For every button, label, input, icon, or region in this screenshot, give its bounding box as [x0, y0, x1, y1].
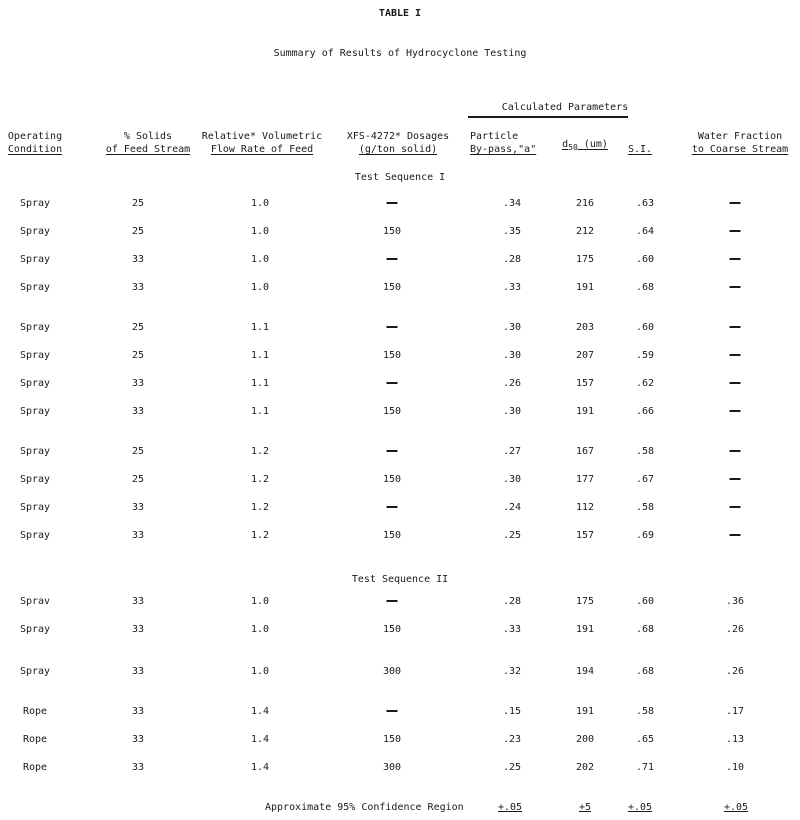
table-cell-si: .65 [635, 734, 655, 745]
table-cell-condition: Spray [19, 322, 51, 333]
dash-mark [387, 600, 398, 602]
dash-mark [387, 506, 398, 508]
table-cell-flow: 1.4 [250, 734, 270, 745]
table-cell-d50: 203 [575, 322, 595, 333]
dash-mark [730, 382, 741, 384]
table-cell-si: .58 [635, 706, 655, 717]
table-cell-si: .71 [635, 762, 655, 773]
dash-mark [730, 478, 741, 480]
table-cell-bypass: .28 [502, 596, 522, 607]
table-cell-si: .68 [635, 624, 655, 635]
table-cell-solids: 25 [131, 322, 145, 333]
table-cell-dosage: 150 [382, 282, 402, 293]
dash-mark [730, 506, 741, 508]
table-cell-d50: 200 [575, 734, 595, 745]
table-cell-condition: Spray [19, 226, 51, 237]
confidence-si: +.05 [627, 802, 653, 813]
table-cell-si: .60 [635, 322, 655, 333]
table-cell-flow: 1.0 [250, 226, 270, 237]
table-cell-condition: Sprav [19, 596, 51, 607]
dash-mark [730, 202, 741, 204]
table-cell-solids: 33 [131, 666, 145, 677]
confidence-water: +.05 [723, 802, 749, 813]
table-cell-d50: 177 [575, 474, 595, 485]
table-cell-flow: 1.0 [250, 624, 270, 635]
table-cell-flow: 1.0 [250, 666, 270, 677]
confidence-d50: +5 [578, 802, 592, 813]
table-cell-condition: Rope [22, 762, 48, 773]
table-cell-solids: 25 [131, 350, 145, 361]
table-cell-solids: 25 [131, 446, 145, 457]
table-cell-bypass: .25 [502, 530, 522, 541]
table-cell-water [730, 226, 741, 237]
table-cell-bypass: .33 [502, 282, 522, 293]
table-cell-water [730, 406, 741, 417]
table-cell-water: .36 [725, 596, 745, 607]
table-cell-water: .13 [725, 734, 745, 745]
table-cell-flow: 1.0 [250, 198, 270, 209]
table-cell-condition: Spray [19, 624, 51, 635]
table-cell-bypass: .25 [502, 762, 522, 773]
table-cell-solids: 25 [131, 474, 145, 485]
table-cell-si: .67 [635, 474, 655, 485]
table-cell-dosage [387, 596, 398, 607]
header-water-fraction: Water Fraction to Coarse Stream [691, 131, 789, 155]
table-cell-solids: 33 [131, 282, 145, 293]
table-cell-dosage [387, 322, 398, 333]
table-cell-water [730, 502, 741, 513]
table-cell-water [730, 530, 741, 541]
table-cell-solids: 25 [131, 198, 145, 209]
sequence-label: Test Sequence II [351, 574, 449, 585]
table-cell-flow: 1.4 [250, 762, 270, 773]
header-si: S.I. [627, 144, 653, 155]
table-cell-dosage [387, 502, 398, 513]
table-cell-condition: Rope [22, 706, 48, 717]
table-cell-water [730, 322, 741, 333]
table-cell-condition: Spray [19, 350, 51, 361]
table-cell-bypass: .30 [502, 474, 522, 485]
table-cell-dosage: 150 [382, 734, 402, 745]
table-cell-si: .64 [635, 226, 655, 237]
table-title: TABLE I [378, 8, 422, 19]
table-cell-water: .17 [725, 706, 745, 717]
table-cell-flow: 1.2 [250, 502, 270, 513]
table-cell-condition: Spray [19, 378, 51, 389]
table-cell-condition: Spray [19, 530, 51, 541]
table-cell-water [730, 378, 741, 389]
dash-mark [730, 450, 741, 452]
table-cell-condition: Spray [19, 254, 51, 265]
table-cell-solids: 33 [131, 502, 145, 513]
table-cell-si: .68 [635, 282, 655, 293]
table-cell-water: .10 [725, 762, 745, 773]
table-cell-d50: 112 [575, 502, 595, 513]
table-cell-d50: 175 [575, 596, 595, 607]
header-operating-condition: Operating Condition [7, 131, 63, 155]
table-cell-water: .26 [725, 666, 745, 677]
table-cell-water: .26 [725, 624, 745, 635]
table-cell-bypass: .33 [502, 624, 522, 635]
table-cell-flow: 1.4 [250, 706, 270, 717]
dash-mark [387, 382, 398, 384]
confidence-region-label: Approximate 95% Confidence Region [265, 802, 464, 813]
table-cell-d50: 191 [575, 406, 595, 417]
table-cell-flow: 1.2 [250, 474, 270, 485]
table-cell-bypass: .30 [502, 350, 522, 361]
table-cell-d50: 216 [575, 198, 595, 209]
confidence-bypass: +.05 [497, 802, 523, 813]
table-cell-solids: 33 [131, 734, 145, 745]
calculated-parameters-rule [468, 116, 628, 118]
table-cell-d50: 191 [575, 624, 595, 635]
table-cell-dosage: 150 [382, 474, 402, 485]
dash-mark [730, 326, 741, 328]
table-cell-condition: Spray [19, 502, 51, 513]
table-cell-water [730, 282, 741, 293]
calculated-parameters-header: Calculated Parameters [501, 102, 629, 113]
table-cell-water [730, 198, 741, 209]
table-cell-water [730, 446, 741, 457]
table-cell-condition: Spray [19, 406, 51, 417]
table-cell-bypass: .30 [502, 406, 522, 417]
dash-mark [387, 326, 398, 328]
table-cell-dosage: 300 [382, 666, 402, 677]
table-cell-solids: 33 [131, 596, 145, 607]
table-cell-dosage [387, 378, 398, 389]
table-cell-condition: Spray [19, 198, 51, 209]
dash-mark [387, 450, 398, 452]
dash-mark [730, 286, 741, 288]
table-cell-d50: 157 [575, 530, 595, 541]
table-cell-bypass: .28 [502, 254, 522, 265]
table-cell-bypass: .23 [502, 734, 522, 745]
header-flow-rate: Relative* Volumetric Flow Rate of Feed [201, 131, 323, 155]
table-cell-solids: 25 [131, 226, 145, 237]
dash-mark [730, 534, 741, 536]
table-cell-dosage [387, 254, 398, 265]
table-cell-d50: 191 [575, 706, 595, 717]
table-cell-solids: 33 [131, 762, 145, 773]
table-cell-dosage: 150 [382, 350, 402, 361]
table-cell-solids: 33 [131, 254, 145, 265]
table-cell-solids: 33 [131, 624, 145, 635]
table-cell-flow: 1.0 [250, 282, 270, 293]
table-cell-dosage: 150 [382, 530, 402, 541]
dash-mark [730, 230, 741, 232]
table-cell-flow: 1.1 [250, 322, 270, 333]
table-cell-bypass: .35 [502, 226, 522, 237]
table-cell-dosage [387, 446, 398, 457]
table-cell-d50: 175 [575, 254, 595, 265]
table-cell-dosage: 150 [382, 406, 402, 417]
table-cell-solids: 33 [131, 530, 145, 541]
header-dosage: XFS-4272* Dosages (g/ton solid) [346, 131, 450, 155]
table-cell-condition: Spray [19, 446, 51, 457]
table-cell-water [730, 254, 741, 265]
dash-mark [730, 410, 741, 412]
table-cell-flow: 1.1 [250, 406, 270, 417]
table-cell-si: .60 [635, 596, 655, 607]
table-cell-si: .62 [635, 378, 655, 389]
table-cell-si: .58 [635, 502, 655, 513]
table-cell-d50: 202 [575, 762, 595, 773]
table-cell-bypass: .26 [502, 378, 522, 389]
table-cell-si: .69 [635, 530, 655, 541]
header-d50: $d_{50}$ (um) [562, 139, 608, 152]
table-cell-d50: 207 [575, 350, 595, 361]
table-cell-flow: 1.0 [250, 596, 270, 607]
table-cell-condition: Spray [19, 282, 51, 293]
table-cell-dosage [387, 198, 398, 209]
table-cell-si: .63 [635, 198, 655, 209]
table-cell-si: .59 [635, 350, 655, 361]
table-cell-bypass: .24 [502, 502, 522, 513]
dash-mark [387, 202, 398, 204]
table-cell-solids: 33 [131, 378, 145, 389]
table-cell-si: .58 [635, 446, 655, 457]
table-cell-flow: 1.1 [250, 378, 270, 389]
table-cell-solids: 33 [131, 406, 145, 417]
header-particle-bypass: Particle By-pass,"a" [470, 131, 537, 155]
table-cell-d50: 157 [575, 378, 595, 389]
table-cell-dosage [387, 706, 398, 717]
table-cell-solids: 33 [131, 706, 145, 717]
table-cell-flow: 1.2 [250, 530, 270, 541]
table-cell-flow: 1.0 [250, 254, 270, 265]
table-cell-d50: 194 [575, 666, 595, 677]
table-cell-dosage: 150 [382, 226, 402, 237]
table-cell-condition: Spray [19, 474, 51, 485]
dash-mark [387, 258, 398, 260]
table-cell-si: .66 [635, 406, 655, 417]
table-cell-d50: 212 [575, 226, 595, 237]
dash-mark [730, 354, 741, 356]
table-cell-d50: 167 [575, 446, 595, 457]
table-cell-condition: Spray [19, 666, 51, 677]
table-cell-flow: 1.2 [250, 446, 270, 457]
dash-mark [387, 710, 398, 712]
table-cell-d50: 191 [575, 282, 595, 293]
table-cell-dosage: 300 [382, 762, 402, 773]
table-cell-bypass: .34 [502, 198, 522, 209]
table-cell-si: .68 [635, 666, 655, 677]
table-subtitle: Summary of Results of Hydrocyclone Testing [273, 48, 527, 59]
table-cell-flow: 1.1 [250, 350, 270, 361]
table-cell-si: .60 [635, 254, 655, 265]
table-cell-water [730, 474, 741, 485]
table-cell-water [730, 350, 741, 361]
table-cell-bypass: .27 [502, 446, 522, 457]
table-cell-bypass: .15 [502, 706, 522, 717]
table-cell-dosage: 150 [382, 624, 402, 635]
table-cell-condition: Rope [22, 734, 48, 745]
header-solids: % Solids of Feed Stream [105, 131, 191, 155]
dash-mark [730, 258, 741, 260]
sequence-label: Test Sequence I [354, 172, 446, 183]
table-cell-bypass: .30 [502, 322, 522, 333]
table-cell-bypass: .32 [502, 666, 522, 677]
